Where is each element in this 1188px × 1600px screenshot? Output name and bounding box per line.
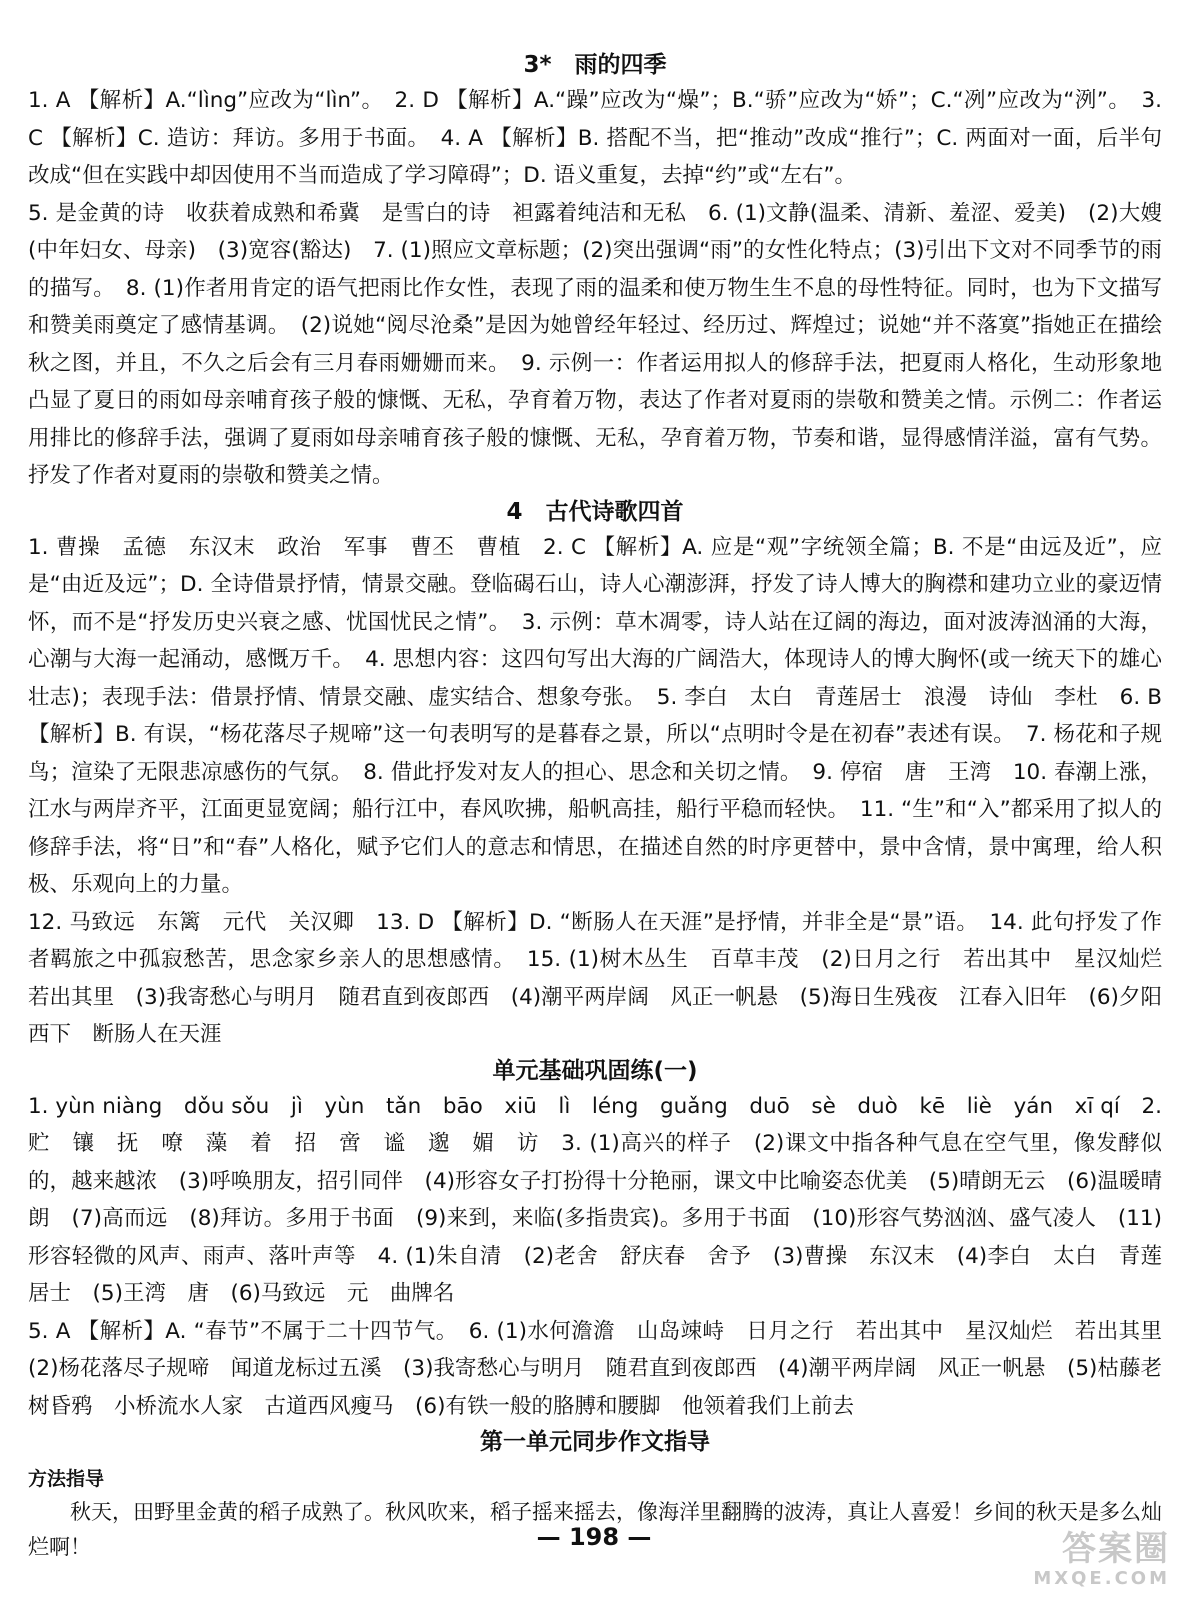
answer-paragraph: 1. A 【解析】A.“lìng”应改为“lìn”。 2. D 【解析】A.“躁”应改为“燥”；B.“骄”应改为“娇”；C.“冽”应改为“洌”。 3. C 【解析】C. 造访：拜访。多用于书面。 4. A 【解析】B. 搭配不当，把“推动”改成“推行”；C. 两面对一面，后半句改成“但在实践中却因使用不当而造成了学习障碍”；D. 语义重复，去掉“约”或“左右”。 [28, 88, 1162, 188]
answer-page [28, 48, 1184, 1565]
watermark-logo [1000, 1530, 1170, 1594]
section-title: 4 古代诗歌四首 [506, 498, 684, 525]
example-text: 秋天，田野里金黄的稻子成熟了。秋风吹来，稻子摇来摇去，像海洋里翻腾的波涛，真让人喜爱！乡间的秋天是多么灿烂啊！ [28, 1500, 1162, 1559]
section-ancient-poems [28, 495, 1184, 1054]
answer-paragraph: 12. 马致远 东篱 元代 关汉卿 13. D 【解析】D. “断肠人在天涯”是抒情，并非全是“景”语。 14. 此句抒发了作者羁旅之中孤寂愁苦，思念家乡亲人的思想感情。 15. (1)树木丛生 百草丰茂 (2)日月之行 若出其中 星汉灿烂 若出其里 (3)我寄愁心与明月 随君直到夜郎西 (4)潮平两岸阔 风正一帆悬 (5)海日生残夜 江春入旧年 (6)夕阳西下 断肠人在天涯 [28, 909, 1184, 1047]
section-title: 3* 雨的四季 [523, 52, 667, 78]
subheading-method: 方法指导 [28, 1468, 105, 1490]
answer-paragraph: 1. 曹操 孟德 东汉末 政治 军事 曹丕 曹植 2. C 【解析】A. 应是“观”字统领全篇；B. 不是“由远及近”，应是“由近及远”；D. 全诗借景抒情，情景交融。登临碣石山，诗人心潮澎湃，抒发了诗人博大的胸襟和建功立业的豪迈情怀，而不是“抒发历史兴衰之感、忧国忧民之情”。 3. 示例：草木凋零，诗人站在辽阔的海边，面对波涛汹涌的大海，心潮与大海一起涌动，感慨万千。 4. 思想内容：这四句写出大海的广阔浩大，体现诗人的博大胸怀(或一统天下的雄心壮志)；表现手法：借景抒情、情景交融、虚实结合、想象夸张。 5. 李白 太白 青莲居士 浪漫 诗仙 李杜 6. B 【解析】B. 有误，“杨花落尽子规啼”这一句表明写的是暮春之景，所以“点明时令是在初春”表述有误。 7. 杨花和子规鸟；渲染了无限悲凉感伤的气氛。 8. 借此抒发对友人的担心、思念和关切之情。 9. 停宿 唐 王湾 10. 春潮上涨，江水与两岸齐平，江面更显宽阔；船行江中，春风吹拂，船帆高挂，船行平稳而轻快。 11. “生”和“入”都采用了拟人的修辞手法，将“日”和“春”人格化，赋予它们人的意志和情思，在描述自然的时序更替中，景中含情，景中寓理，给人积极、乐观向上的力量。 [28, 534, 1162, 897]
section-rain-seasons [28, 48, 1162, 495]
watermark-text: 答案圈 [1062, 1529, 1170, 1569]
section-unit-practice [28, 1054, 1184, 1426]
section-title: 单元基础巩固练(一) [492, 1057, 698, 1084]
section-title: 第一单元同步作文指导 [480, 1429, 710, 1455]
answer-paragraph: 5. A 【解析】A. “春节”不属于二十四节气。 6. (1)水何澹澹 山岛竦峙 日月之行 若出其中 星汉灿烂 若出其里 (2)杨花落尽子规啼 闻道龙标过五溪 (3)我寄愁心与明月 随君直到夜郎西 (4)潮平两岸阔 风正一帆悬 (5)枯藤老树昏鸦 小桥流水人家 古道西风瘦马 (6)有铁一般的胳膊和腰脚 他领着我们上前去 [28, 1318, 1184, 1419]
watermark-url: MXQE.COM [1033, 1568, 1170, 1589]
page-number: — 198 — [536, 1523, 652, 1551]
answer-paragraph: 1. yùn niàng dǒu sǒu jì yùn tǎn bāo xiū lì léng guǎng duō sè duò kē liè yán xī qí 2. 贮 镶 抚 嘹 藻 着 招 啻 谧 邈 媚 访 3. (1)高兴的样子 (2)课文中指各种气息在空气里，像发酵似的，越来越浓 (3)呼唤朋友，招引同伴 (4)形容女子打扮得十分艳丽，课文中比喻姿态优美 (5)晴朗无云 (6)温暖晴朗 (7)高而远 (8)拜访。多用于书面 (9)来到，来临(多指贵宾)。多用于书面 (10)形容气势汹汹、盛气凌人 (11)形容轻微的风声、雨声、落叶声等 4. (1)朱自清 (2)老舍 舒庆春 舍予 (3)曹操 东汉末 (4)李白 太白 青莲居士 (5)王湾 唐 (6)马致远 元 曲牌名 [28, 1093, 1162, 1306]
answer-paragraph: 5. 是金黄的诗 收获着成熟和希冀 是雪白的诗 袒露着纯洁和无私 6. (1)文静(温柔、清新、羞涩、爱美) (2)大嫂(中年妇女、母亲) (3)宽容(豁达) 7. (1)照应文章标题；(2)突出强调“雨”的女性化特点；(3)引出下文对不同季节的雨的描写。 8. (1)作者用肯定的语气把雨比作女性，表现了雨的温柔和使万物生生不息的母性特征。同时，也为下文描写和赞美雨奠定了感情基调。 (2)说她“阅尽沧桑”是因为她曾经年轻过、经历过、辉煌过；说她“并不落寞”指她正在描绘秋之图，并且，不久之后会有三月春雨姗姗而来。 9. 示例一：作者运用拟人的修辞手法，把夏雨人格化，生动形象地凸显了夏日的雨如母亲哺育孩子般的慷慨、无私，孕育着万物，表达了作者对夏雨的崇敬和赞美之情。示例二：作者运用排比的修辞手法，强调了夏雨如母亲哺育孩子般的慷慨、无私，孕育着万物，节奏和谐，显得感情洋溢，富有气势。抒发了作者对夏雨的崇敬和赞美之情。 [28, 200, 1162, 488]
